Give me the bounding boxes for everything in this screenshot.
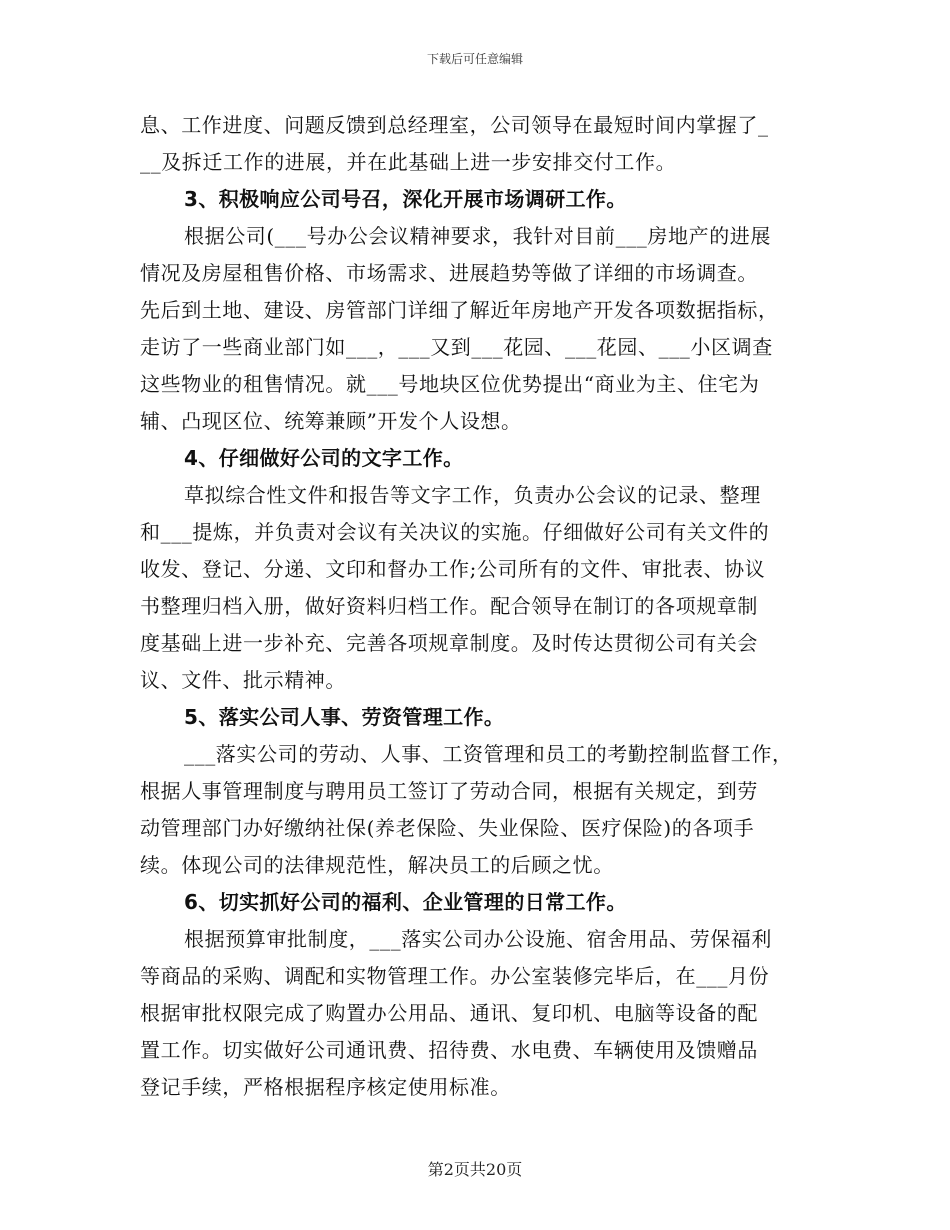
body-line: 度基础上进一步补充、完善各项规章制度。及时传达贯彻公司有关会 — [140, 631, 758, 655]
section-heading: 6、切实抓好公司的福利、企业管理的日常工作。 — [184, 890, 627, 914]
section-heading: 3、积极响应公司号召，深化开展市场调研工作。 — [184, 187, 627, 211]
body-line: 续。体现公司的法律规范性，解决员工的后顾之忧。 — [140, 853, 614, 877]
section-heading: 4、仔细做好公司的文字工作。 — [184, 446, 464, 470]
body-line: 置工作。切实做好公司通讯费、招待费、水电费、车辆使用及馈赠品 — [140, 1038, 758, 1062]
body-line: __及拆迁工作的进展，并在此基础上进一步安排交付工作。 — [140, 150, 677, 174]
body-line: 等商品的采购、调配和实物管理工作。办公室装修完毕后，在___月份 — [140, 964, 770, 988]
body-line: 和___提炼，并负责对会议有关决议的实施。仔细做好公司有关文件的 — [140, 520, 770, 544]
body-line: 收发、登记、分递、文印和督办工作;公司所有的文件、审批表、协议 — [140, 557, 766, 581]
body-line: 辅、凸现区位、统筹兼顾”开发个人设想。 — [140, 409, 522, 433]
body-line: 根据审批权限完成了购置办公用品、通讯、复印机、电脑等设备的配 — [140, 1001, 758, 1025]
body-line: 情况及房屋租售价格、市场需求、进展趋势等做了详细的市场调查。 — [140, 261, 758, 285]
page-number: 第2页共20页 — [427, 1160, 523, 1179]
body-line: 走访了一些商业部门如___，___又到___花园、___花园、___小区调查 — [140, 335, 773, 359]
paragraph-first-line: 草拟综合性文件和报告等文字工作，负责办公会议的记录、整理 — [184, 483, 761, 507]
body-line: 这些物业的租售情况。就___号地块区位优势提出“商业为主、住宅为 — [140, 372, 760, 396]
body-line: 根据人事管理制度与聘用员工签订了劳动合同，根据有关规定，到劳 — [140, 779, 758, 803]
section-heading: 5、落实公司人事、劳资管理工作。 — [184, 705, 505, 729]
paragraph-first-line: 根据预算审批制度，___落实公司办公设施、宿舍用品、劳保福利 — [184, 927, 772, 951]
body-line: 议、文件、批示精神。 — [140, 668, 346, 692]
paragraph-first-line: ___落实公司的劳动、人事、工资管理和员工的考勤控制监督工作， — [184, 742, 793, 766]
body-line: 登记手续，严格根据程序核定使用标准。 — [140, 1075, 511, 1099]
document-body — [140, 107, 830, 1106]
body-line: 先后到土地、建设、房管部门详细了解近年房地产开发各项数据指标， — [140, 298, 779, 322]
paragraph-first-line: 根据公司(___号办公会议精神要求，我针对目前___房地产的进展 — [184, 224, 772, 248]
body-line: 动管理部门办好缴纳社保(养老保险、失业保险、医疗保险)的各项手 — [140, 816, 755, 840]
body-line: 书整理归档入册，做好资料归档工作。配合领导在制订的各项规章制 — [140, 594, 758, 618]
page-header: 下载后可任意编辑 — [426, 52, 523, 66]
body-line: 息、工作进度、问题反馈到总经理室，公司领导在最短时间内掌握了_ — [140, 113, 769, 137]
